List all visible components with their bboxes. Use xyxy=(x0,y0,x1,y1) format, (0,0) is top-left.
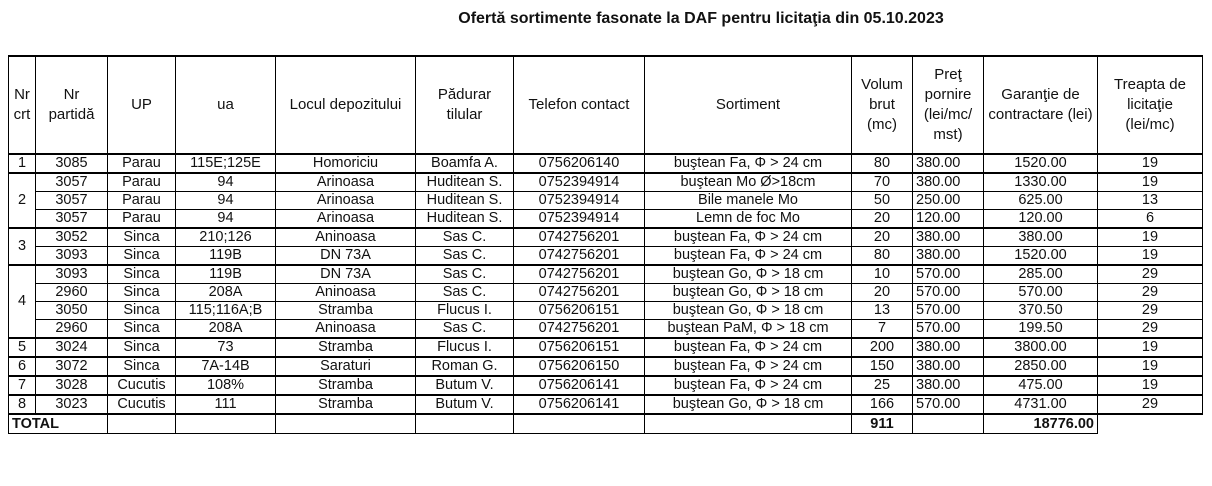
cell-padurar: Sas C. xyxy=(416,265,514,284)
cell-ua: 210;126 xyxy=(176,228,276,247)
cell-sortiment: buştean Fa, Φ > 24 cm xyxy=(645,376,852,395)
cell-garantie: 120.00 xyxy=(984,210,1098,229)
cell-volum: 50 xyxy=(852,192,913,210)
total-volum: 911 xyxy=(852,414,913,434)
cell-treapta: 29 xyxy=(1098,302,1203,320)
cell-up: Sinca xyxy=(108,320,176,339)
cell-up: Sinca xyxy=(108,357,176,376)
total-empty-sortiment xyxy=(645,414,852,434)
cell-ua: 7A-14B xyxy=(176,357,276,376)
cell-pret: 250.00 xyxy=(913,192,984,210)
cell-nr-crt: 5 xyxy=(9,338,36,357)
cell-padurar: Sas C. xyxy=(416,228,514,247)
cell-nr-crt: 4 xyxy=(9,265,36,338)
cell-treapta: 19 xyxy=(1098,376,1203,395)
table-row xyxy=(9,210,1203,229)
cell-telefon: 0756206141 xyxy=(514,395,645,414)
cell-treapta: 13 xyxy=(1098,192,1203,210)
cell-pret: 380.00 xyxy=(913,376,984,395)
cell-treapta: 6 xyxy=(1098,210,1203,229)
table-row xyxy=(9,265,1203,284)
cell-telefon: 0742756201 xyxy=(514,320,645,339)
cell-ua: 73 xyxy=(176,338,276,357)
cell-locul-depozitului: DN 73A xyxy=(276,265,416,284)
cell-locul-depozitului: Aninoasa xyxy=(276,320,416,339)
cell-volum: 70 xyxy=(852,173,913,192)
cell-nr-partida: 3024 xyxy=(36,338,108,357)
table-row xyxy=(9,395,1203,414)
cell-up: Sinca xyxy=(108,338,176,357)
cell-telefon: 0756206140 xyxy=(514,154,645,173)
cell-sortiment: buştean Go, Φ > 18 cm xyxy=(645,265,852,284)
cell-pret: 570.00 xyxy=(913,395,984,414)
cell-padurar: Flucus I. xyxy=(416,338,514,357)
header-garantie-contractare: Garanţie de contractare (lei) xyxy=(984,56,1098,154)
offer-table-container xyxy=(8,55,1202,434)
cell-padurar: Roman G. xyxy=(416,357,514,376)
cell-volum: 200 xyxy=(852,338,913,357)
cell-treapta: 19 xyxy=(1098,154,1203,173)
cell-padurar: Butum V. xyxy=(416,395,514,414)
cell-pret: 120.00 xyxy=(913,210,984,229)
cell-locul-depozitului: Arinoasa xyxy=(276,173,416,192)
total-empty-ua xyxy=(176,414,276,434)
cell-locul-depozitului: Aninoasa xyxy=(276,284,416,302)
cell-sortiment: Bile manele Mo xyxy=(645,192,852,210)
cell-pret: 380.00 xyxy=(913,338,984,357)
cell-garantie: 2850.00 xyxy=(984,357,1098,376)
cell-nr-partida: 3052 xyxy=(36,228,108,247)
header-volum-brut: Volum brut (mc) xyxy=(852,56,913,154)
cell-locul-depozitului: Arinoasa xyxy=(276,210,416,229)
cell-treapta: 19 xyxy=(1098,173,1203,192)
cell-nr-partida: 3050 xyxy=(36,302,108,320)
cell-padurar: Sas C. xyxy=(416,284,514,302)
total-label: TOTAL xyxy=(9,414,108,434)
cell-padurar: Sas C. xyxy=(416,320,514,339)
header-nr-crt: Nr crt xyxy=(9,56,36,154)
table-row xyxy=(9,357,1203,376)
cell-up: Parau xyxy=(108,210,176,229)
cell-sortiment: buştean Fa, Φ > 24 cm xyxy=(645,154,852,173)
cell-nr-crt: 8 xyxy=(9,395,36,414)
header-padurar-titular: Pădurar tilular xyxy=(416,56,514,154)
cell-up: Parau xyxy=(108,154,176,173)
total-empty-treapta xyxy=(1098,414,1203,434)
cell-up: Sinca xyxy=(108,302,176,320)
cell-telefon: 0742756201 xyxy=(514,228,645,247)
table-row xyxy=(9,192,1203,210)
cell-padurar: Huditean S. xyxy=(416,210,514,229)
table-row xyxy=(9,154,1203,173)
cell-garantie: 570.00 xyxy=(984,284,1098,302)
cell-locul-depozitului: Homoriciu xyxy=(276,154,416,173)
cell-telefon: 0756206151 xyxy=(514,302,645,320)
cell-sortiment: buştean Fa, Φ > 24 cm xyxy=(645,247,852,266)
cell-sortiment: buştean PaM, Φ > 18 cm xyxy=(645,320,852,339)
table-row xyxy=(9,302,1203,320)
cell-treapta: 19 xyxy=(1098,338,1203,357)
cell-pret: 380.00 xyxy=(913,154,984,173)
cell-pret: 570.00 xyxy=(913,320,984,339)
cell-up: Parau xyxy=(108,192,176,210)
header-row xyxy=(9,56,1203,154)
cell-up: Cucutis xyxy=(108,395,176,414)
cell-locul-depozitului: Stramba xyxy=(276,395,416,414)
cell-locul-depozitului: Saraturi xyxy=(276,357,416,376)
cell-treapta: 29 xyxy=(1098,320,1203,339)
cell-pret: 380.00 xyxy=(913,228,984,247)
cell-garantie: 199.50 xyxy=(984,320,1098,339)
cell-nr-partida: 3023 xyxy=(36,395,108,414)
cell-nr-crt: 2 xyxy=(9,173,36,228)
cell-volum: 20 xyxy=(852,284,913,302)
cell-ua: 111 xyxy=(176,395,276,414)
cell-padurar: Huditean S. xyxy=(416,173,514,192)
cell-nr-partida: 2960 xyxy=(36,284,108,302)
page-title: Ofertă sortimente fasonate la DAF pentru licitaţia din 05.10.2023 xyxy=(458,10,944,27)
table-row xyxy=(9,284,1203,302)
cell-garantie: 475.00 xyxy=(984,376,1098,395)
total-empty-pret xyxy=(913,414,984,434)
total-garantie: 18776.00 xyxy=(984,414,1098,434)
cell-volum: 13 xyxy=(852,302,913,320)
cell-volum: 80 xyxy=(852,154,913,173)
cell-sortiment: buştean Mo Ø>18cm xyxy=(645,173,852,192)
cell-treapta: 29 xyxy=(1098,284,1203,302)
cell-telefon: 0742756201 xyxy=(514,284,645,302)
cell-telefon: 0752394914 xyxy=(514,210,645,229)
cell-locul-depozitului: Stramba xyxy=(276,376,416,395)
cell-pret: 570.00 xyxy=(913,302,984,320)
cell-ua: 94 xyxy=(176,192,276,210)
cell-nr-crt: 3 xyxy=(9,228,36,265)
cell-telefon: 0742756201 xyxy=(514,247,645,266)
total-empty-telefon xyxy=(514,414,645,434)
cell-nr-crt: 7 xyxy=(9,376,36,395)
cell-sortiment: buştean Go, Φ > 18 cm xyxy=(645,302,852,320)
cell-pret: 380.00 xyxy=(913,173,984,192)
cell-locul-depozitului: DN 73A xyxy=(276,247,416,266)
cell-pret: 380.00 xyxy=(913,247,984,266)
cell-padurar: Boamfa A. xyxy=(416,154,514,173)
cell-pret: 380.00 xyxy=(913,357,984,376)
cell-treapta: 19 xyxy=(1098,247,1203,266)
cell-locul-depozitului: Arinoasa xyxy=(276,192,416,210)
cell-volum: 80 xyxy=(852,247,913,266)
cell-telefon: 0752394914 xyxy=(514,173,645,192)
total-empty-up xyxy=(108,414,176,434)
header-nr-partida: Nr partidă xyxy=(36,56,108,154)
total-row xyxy=(9,414,1203,434)
cell-nr-crt: 6 xyxy=(9,357,36,376)
cell-telefon: 0756206150 xyxy=(514,357,645,376)
cell-garantie: 3800.00 xyxy=(984,338,1098,357)
cell-nr-partida: 3093 xyxy=(36,247,108,266)
cell-up: Cucutis xyxy=(108,376,176,395)
cell-up: Parau xyxy=(108,173,176,192)
cell-nr-partida: 3028 xyxy=(36,376,108,395)
header-pret-pornire: Preţ pornire (lei/mc/ mst) xyxy=(913,56,984,154)
cell-sortiment: buştean Go, Φ > 18 cm xyxy=(645,395,852,414)
table-row xyxy=(9,338,1203,357)
cell-volum: 7 xyxy=(852,320,913,339)
table-row xyxy=(9,173,1203,192)
cell-locul-depozitului: Aninoasa xyxy=(276,228,416,247)
header-sortiment: Sortiment xyxy=(645,56,852,154)
cell-treapta: 29 xyxy=(1098,395,1203,414)
table-row xyxy=(9,376,1203,395)
cell-up: Sinca xyxy=(108,247,176,266)
cell-garantie: 370.50 xyxy=(984,302,1098,320)
cell-nr-crt: 1 xyxy=(9,154,36,173)
cell-sortiment: buştean Go, Φ > 18 cm xyxy=(645,284,852,302)
header-telefon-contact: Telefon contact xyxy=(514,56,645,154)
cell-up: Sinca xyxy=(108,265,176,284)
cell-up: Sinca xyxy=(108,284,176,302)
cell-nr-partida: 3057 xyxy=(36,192,108,210)
table-row xyxy=(9,320,1203,339)
cell-garantie: 4731.00 xyxy=(984,395,1098,414)
cell-sortiment: Lemn de foc Mo xyxy=(645,210,852,229)
cell-volum: 166 xyxy=(852,395,913,414)
cell-telefon: 0756206141 xyxy=(514,376,645,395)
cell-garantie: 1520.00 xyxy=(984,154,1098,173)
cell-nr-partida: 2960 xyxy=(36,320,108,339)
cell-up: Sinca xyxy=(108,228,176,247)
cell-garantie: 625.00 xyxy=(984,192,1098,210)
header-treapta-licitatie: Treapta de licitaţie (lei/mc) xyxy=(1098,56,1203,154)
cell-nr-partida: 3085 xyxy=(36,154,108,173)
cell-ua: 94 xyxy=(176,210,276,229)
cell-locul-depozitului: Stramba xyxy=(276,338,416,357)
cell-padurar: Flucus I. xyxy=(416,302,514,320)
cell-padurar: Butum V. xyxy=(416,376,514,395)
total-empty-padurar xyxy=(416,414,514,434)
cell-garantie: 285.00 xyxy=(984,265,1098,284)
cell-volum: 10 xyxy=(852,265,913,284)
cell-padurar: Huditean S. xyxy=(416,192,514,210)
cell-volum: 20 xyxy=(852,210,913,229)
cell-telefon: 0752394914 xyxy=(514,192,645,210)
header-ua: ua xyxy=(176,56,276,154)
cell-garantie: 1520.00 xyxy=(984,247,1098,266)
cell-sortiment: buştean Fa, Φ > 24 cm xyxy=(645,338,852,357)
cell-nr-partida: 3057 xyxy=(36,173,108,192)
cell-ua: 208A xyxy=(176,284,276,302)
cell-sortiment: buştean Fa, Φ > 24 cm xyxy=(645,228,852,247)
total-empty-locul xyxy=(276,414,416,434)
cell-treapta: 19 xyxy=(1098,357,1203,376)
cell-locul-depozitului: Stramba xyxy=(276,302,416,320)
cell-pret: 570.00 xyxy=(913,265,984,284)
header-up: UP xyxy=(108,56,176,154)
cell-ua: 115;116A;B xyxy=(176,302,276,320)
table-row xyxy=(9,247,1203,266)
cell-ua: 119B xyxy=(176,247,276,266)
cell-ua: 119B xyxy=(176,265,276,284)
cell-ua: 208A xyxy=(176,320,276,339)
cell-nr-partida: 3093 xyxy=(36,265,108,284)
cell-nr-partida: 3057 xyxy=(36,210,108,229)
cell-ua: 108% xyxy=(176,376,276,395)
cell-nr-partida: 3072 xyxy=(36,357,108,376)
cell-volum: 20 xyxy=(852,228,913,247)
table-row xyxy=(9,228,1203,247)
cell-telefon: 0742756201 xyxy=(514,265,645,284)
cell-volum: 150 xyxy=(852,357,913,376)
cell-pret: 570.00 xyxy=(913,284,984,302)
cell-sortiment: buştean Fa, Φ > 24 cm xyxy=(645,357,852,376)
header-locul-depozitului: Locul depozitului xyxy=(276,56,416,154)
cell-telefon: 0756206151 xyxy=(514,338,645,357)
cell-ua: 94 xyxy=(176,173,276,192)
offer-table xyxy=(8,55,1203,434)
cell-padurar: Sas C. xyxy=(416,247,514,266)
cell-garantie: 1330.00 xyxy=(984,173,1098,192)
cell-garantie: 380.00 xyxy=(984,228,1098,247)
cell-ua: 115E;125E xyxy=(176,154,276,173)
offer-table-body xyxy=(9,56,1203,434)
cell-treapta: 19 xyxy=(1098,228,1203,247)
cell-treapta: 29 xyxy=(1098,265,1203,284)
cell-volum: 25 xyxy=(852,376,913,395)
